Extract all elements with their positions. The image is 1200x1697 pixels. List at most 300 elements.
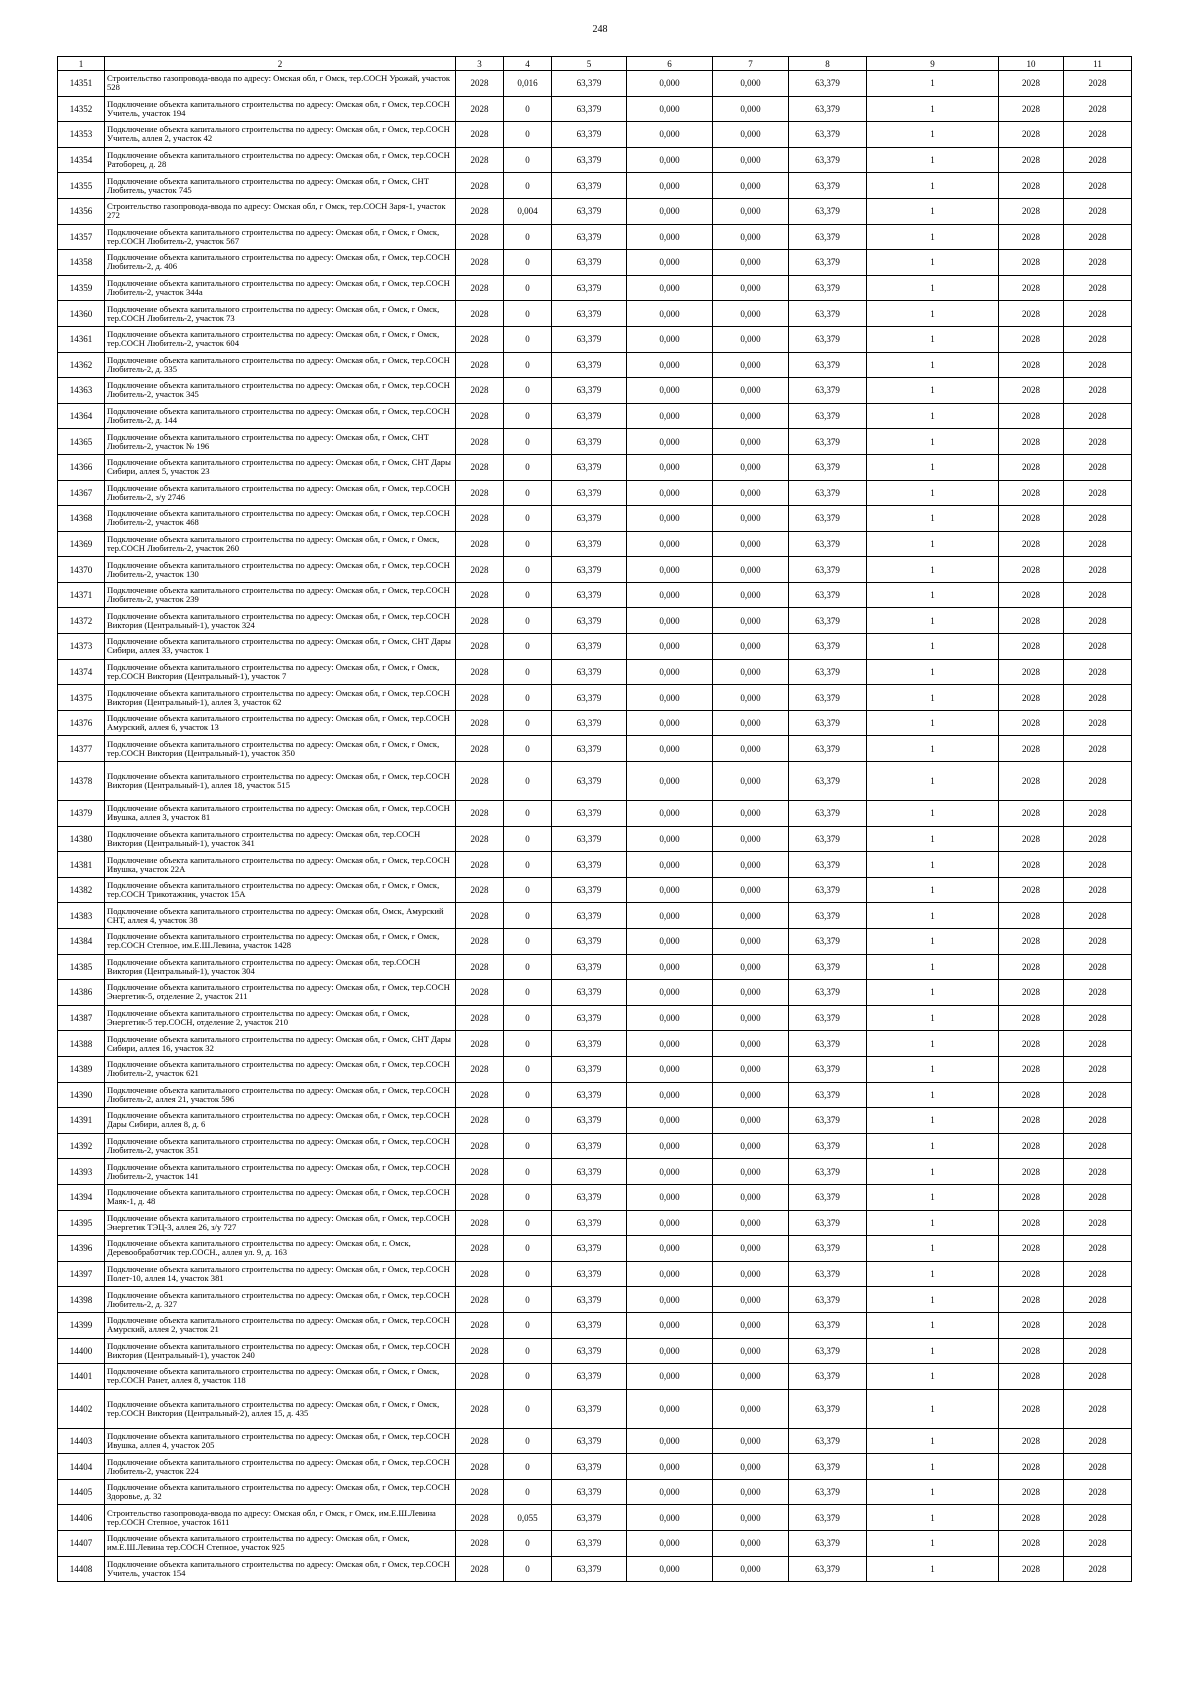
col-7-value: 0,000 (713, 710, 789, 736)
col-4-value: 0 (504, 1287, 552, 1313)
table-row (58, 1210, 1132, 1236)
col-6-value: 0,000 (627, 352, 713, 378)
row-number: 14354 (58, 147, 105, 173)
col-7-value: 0,000 (713, 1108, 789, 1134)
col-9-value: 1 (867, 250, 999, 276)
col-3-value: 2028 (456, 275, 504, 301)
col-9-value: 1 (867, 634, 999, 660)
column-header-9: 9 (867, 57, 999, 71)
col-4-value: 0 (504, 1531, 552, 1557)
col-6-value: 0,000 (627, 326, 713, 352)
table-row (58, 852, 1132, 878)
col-7-value: 0,000 (713, 1505, 789, 1531)
col-5-value: 63,379 (552, 378, 627, 404)
col-5-value: 63,379 (552, 685, 627, 711)
col-4-value: 0 (504, 582, 552, 608)
col-10-value: 2028 (999, 801, 1064, 827)
description: Подключение объекта капитального строительства по адресу: Омская обл, г Омск, тер.СОСН Ивушка, аллея 3, участок 81 (105, 801, 456, 827)
col-11-value: 2028 (1064, 852, 1132, 878)
col-11-value: 2028 (1064, 1556, 1132, 1582)
col-9-value: 1 (867, 122, 999, 148)
col-11-value: 2028 (1064, 1005, 1132, 1031)
col-8-value: 63,379 (789, 762, 867, 801)
col-11-value: 2028 (1064, 1287, 1132, 1313)
row-number: 14359 (58, 275, 105, 301)
row-number: 14360 (58, 301, 105, 327)
col-6-value: 0,000 (627, 378, 713, 404)
col-9-value: 1 (867, 557, 999, 583)
col-11-value: 2028 (1064, 480, 1132, 506)
row-number: 14374 (58, 659, 105, 685)
col-11-value: 2028 (1064, 736, 1132, 762)
col-5-value: 63,379 (552, 659, 627, 685)
col-11-value: 2028 (1064, 1312, 1132, 1338)
col-10-value: 2028 (999, 685, 1064, 711)
table-row (58, 122, 1132, 148)
col-7-value: 0,000 (713, 954, 789, 980)
col-8-value: 63,379 (789, 1338, 867, 1364)
col-7-value: 0,000 (713, 903, 789, 929)
col-10-value: 2028 (999, 506, 1064, 532)
description: Подключение объекта капитального строительства по адресу: Омская обл, г Омск, тер.СОСН Любитель-2, участок 345 (105, 378, 456, 404)
row-number: 14388 (58, 1031, 105, 1057)
col-5-value: 63,379 (552, 557, 627, 583)
col-9-value: 1 (867, 454, 999, 480)
col-9-value: 1 (867, 224, 999, 250)
col-11-value: 2028 (1064, 762, 1132, 801)
table-row (58, 454, 1132, 480)
col-6-value: 0,000 (627, 710, 713, 736)
col-11-value: 2028 (1064, 1159, 1132, 1185)
row-number: 14380 (58, 826, 105, 852)
description: Подключение объекта капитального строительства по адресу: Омская обл, г Омск, СНТ Любитель-2, участок № 196 (105, 429, 456, 455)
col-7-value: 0,000 (713, 147, 789, 173)
col-5-value: 63,379 (552, 929, 627, 955)
col-11-value: 2028 (1064, 1261, 1132, 1287)
table-row (58, 634, 1132, 660)
col-4-value: 0 (504, 301, 552, 327)
col-7-value: 0,000 (713, 1531, 789, 1557)
description: Подключение объекта капитального строительства по адресу: Омская обл, г Омск, СНТ Дары Сибири, аллея 5, участок 23 (105, 454, 456, 480)
col-7-value: 0,000 (713, 685, 789, 711)
col-3-value: 2028 (456, 1005, 504, 1031)
description: Подключение объекта капитального строительства по адресу: Омская обл, г Омск, тер.СОСН Любитель-2, участок 344а (105, 275, 456, 301)
col-6-value: 0,000 (627, 429, 713, 455)
col-9-value: 1 (867, 1108, 999, 1134)
col-4-value: 0 (504, 685, 552, 711)
col-10-value: 2028 (999, 531, 1064, 557)
col-7-value: 0,000 (713, 736, 789, 762)
col-5-value: 63,379 (552, 1479, 627, 1505)
col-5-value: 63,379 (552, 122, 627, 148)
col-11-value: 2028 (1064, 903, 1132, 929)
col-9-value: 1 (867, 429, 999, 455)
col-11-value: 2028 (1064, 980, 1132, 1006)
col-11-value: 2028 (1064, 531, 1132, 557)
row-number: 14390 (58, 1082, 105, 1108)
col-9-value: 1 (867, 1159, 999, 1185)
col-3-value: 2028 (456, 531, 504, 557)
col-10-value: 2028 (999, 454, 1064, 480)
col-5-value: 63,379 (552, 454, 627, 480)
col-10-value: 2028 (999, 1031, 1064, 1057)
col-5-value: 63,379 (552, 1236, 627, 1262)
col-3-value: 2028 (456, 852, 504, 878)
row-number: 14376 (58, 710, 105, 736)
row-number: 14362 (58, 352, 105, 378)
col-4-value: 0 (504, 122, 552, 148)
col-11-value: 2028 (1064, 634, 1132, 660)
col-11-value: 2028 (1064, 173, 1132, 199)
description: Подключение объекта капитального строительства по адресу: Омская обл, г Омск, тер.СОСН Виктория (Центральный-1), участок 240 (105, 1338, 456, 1364)
col-3-value: 2028 (456, 1056, 504, 1082)
col-11-value: 2028 (1064, 608, 1132, 634)
table-row (58, 147, 1132, 173)
row-number: 14394 (58, 1184, 105, 1210)
table-row (58, 903, 1132, 929)
col-4-value: 0,016 (504, 71, 552, 97)
col-3-value: 2028 (456, 826, 504, 852)
col-10-value: 2028 (999, 1133, 1064, 1159)
col-10-value: 2028 (999, 877, 1064, 903)
description: Подключение объекта капитального строительства по адресу: Омская обл, г Омск, тер.СОСН Любитель-2, д. 144 (105, 403, 456, 429)
col-4-value: 0 (504, 762, 552, 801)
description: Подключение объекта капитального строительства по адресу: Омская обл, г Омск, г Омск, тер.СОСН Виктория (Центральный-1), участок 7 (105, 659, 456, 685)
col-4-value: 0,055 (504, 1505, 552, 1531)
col-8-value: 63,379 (789, 173, 867, 199)
col-3-value: 2028 (456, 1210, 504, 1236)
col-3-value: 2028 (456, 1428, 504, 1454)
col-11-value: 2028 (1064, 1454, 1132, 1480)
row-number: 14351 (58, 71, 105, 97)
col-3-value: 2028 (456, 147, 504, 173)
col-4-value: 0 (504, 96, 552, 122)
col-8-value: 63,379 (789, 1556, 867, 1582)
col-7-value: 0,000 (713, 224, 789, 250)
col-11-value: 2028 (1064, 954, 1132, 980)
col-10-value: 2028 (999, 71, 1064, 97)
col-6-value: 0,000 (627, 1159, 713, 1185)
col-10-value: 2028 (999, 852, 1064, 878)
col-9-value: 1 (867, 954, 999, 980)
col-7-value: 0,000 (713, 877, 789, 903)
col-10-value: 2028 (999, 1556, 1064, 1582)
col-3-value: 2028 (456, 1082, 504, 1108)
col-3-value: 2028 (456, 1236, 504, 1262)
col-9-value: 1 (867, 685, 999, 711)
description: Подключение объекта капитального строительства по адресу: Омская обл, тер.СОСН Виктория (Центральный-1), участок 341 (105, 826, 456, 852)
row-number: 14377 (58, 736, 105, 762)
description: Подключение объекта капитального строительства по адресу: Омская обл, г Омск, тер.СОСН Любитель-2, участок 621 (105, 1056, 456, 1082)
col-3-value: 2028 (456, 122, 504, 148)
table-row (58, 826, 1132, 852)
col-6-value: 0,000 (627, 1133, 713, 1159)
description: Подключение объекта капитального строительства по адресу: Омская обл, г Омск, г Омск, тер.СОСН Трикотажник, участок 15А (105, 877, 456, 903)
row-number: 14382 (58, 877, 105, 903)
col-7-value: 0,000 (713, 1338, 789, 1364)
col-11-value: 2028 (1064, 147, 1132, 173)
col-10-value: 2028 (999, 1531, 1064, 1557)
col-8-value: 63,379 (789, 877, 867, 903)
table-row (58, 1082, 1132, 1108)
table-row (58, 1005, 1132, 1031)
row-number: 14397 (58, 1261, 105, 1287)
col-10-value: 2028 (999, 762, 1064, 801)
col-7-value: 0,000 (713, 122, 789, 148)
col-5-value: 63,379 (552, 403, 627, 429)
table-row (58, 352, 1132, 378)
col-10-value: 2028 (999, 250, 1064, 276)
description: Подключение объекта капитального строительства по адресу: Омская обл, г Омск, тер.СОСН Амурский, аллея 2, участок 21 (105, 1312, 456, 1338)
table-row (58, 1556, 1132, 1582)
col-3-value: 2028 (456, 1108, 504, 1134)
col-11-value: 2028 (1064, 1082, 1132, 1108)
col-10-value: 2028 (999, 1082, 1064, 1108)
col-9-value: 1 (867, 1312, 999, 1338)
col-8-value: 63,379 (789, 736, 867, 762)
col-8-value: 63,379 (789, 403, 867, 429)
col-9-value: 1 (867, 1261, 999, 1287)
col-8-value: 63,379 (789, 378, 867, 404)
col-6-value: 0,000 (627, 1005, 713, 1031)
col-6-value: 0,000 (627, 173, 713, 199)
col-6-value: 0,000 (627, 1389, 713, 1428)
row-number: 14392 (58, 1133, 105, 1159)
col-4-value: 0 (504, 736, 552, 762)
col-5-value: 63,379 (552, 954, 627, 980)
column-header-4: 4 (504, 57, 552, 71)
description: Подключение объекта капитального строительства по адресу: Омская обл, г Омск, тер.СОСН Маяк-1, д. 48 (105, 1184, 456, 1210)
col-9-value: 1 (867, 1210, 999, 1236)
header-row (58, 57, 1132, 71)
col-5-value: 63,379 (552, 1454, 627, 1480)
table-row (58, 1312, 1132, 1338)
row-number: 14385 (58, 954, 105, 980)
col-3-value: 2028 (456, 634, 504, 660)
col-10-value: 2028 (999, 147, 1064, 173)
col-10-value: 2028 (999, 352, 1064, 378)
description: Подключение объекта капитального строительства по адресу: Омская обл, г Омск, г Омск, тер.СОСН Любитель-2, участок 260 (105, 531, 456, 557)
col-7-value: 0,000 (713, 1389, 789, 1428)
col-5-value: 63,379 (552, 1133, 627, 1159)
col-8-value: 63,379 (789, 352, 867, 378)
col-10-value: 2028 (999, 224, 1064, 250)
col-5-value: 63,379 (552, 1261, 627, 1287)
col-8-value: 63,379 (789, 685, 867, 711)
col-9-value: 1 (867, 352, 999, 378)
col-9-value: 1 (867, 1454, 999, 1480)
col-10-value: 2028 (999, 301, 1064, 327)
col-11-value: 2028 (1064, 71, 1132, 97)
col-10-value: 2028 (999, 1287, 1064, 1313)
col-6-value: 0,000 (627, 454, 713, 480)
col-3-value: 2028 (456, 480, 504, 506)
col-4-value: 0 (504, 429, 552, 455)
col-5-value: 63,379 (552, 1287, 627, 1313)
col-3-value: 2028 (456, 929, 504, 955)
col-5-value: 63,379 (552, 801, 627, 827)
col-5-value: 63,379 (552, 301, 627, 327)
col-6-value: 0,000 (627, 224, 713, 250)
col-11-value: 2028 (1064, 1364, 1132, 1390)
col-10-value: 2028 (999, 1312, 1064, 1338)
col-3-value: 2028 (456, 1133, 504, 1159)
col-8-value: 63,379 (789, 929, 867, 955)
col-6-value: 0,000 (627, 1531, 713, 1557)
col-3-value: 2028 (456, 710, 504, 736)
description: Подключение объекта капитального строительства по адресу: Омская обл, г Омск, тер.СОСН Дары Сибири, аллея 8, д. 6 (105, 1108, 456, 1134)
col-8-value: 63,379 (789, 1082, 867, 1108)
description: Строительство газопровода-ввода по адресу: Омская обл, г Омск, тер.СОСН Заря-1, участок 272 (105, 198, 456, 224)
col-5-value: 63,379 (552, 1184, 627, 1210)
col-3-value: 2028 (456, 877, 504, 903)
col-9-value: 1 (867, 1389, 999, 1428)
table-row (58, 173, 1132, 199)
col-3-value: 2028 (456, 1184, 504, 1210)
row-number: 14373 (58, 634, 105, 660)
col-9-value: 1 (867, 403, 999, 429)
col-6-value: 0,000 (627, 1338, 713, 1364)
col-4-value: 0 (504, 954, 552, 980)
col-3-value: 2028 (456, 980, 504, 1006)
col-5-value: 63,379 (552, 762, 627, 801)
col-4-value: 0 (504, 531, 552, 557)
description: Подключение объекта капитального строительства по адресу: Омская обл, г Омск, тер.СОСН Виктория (Центральный-1), аллея 3, участок 62 (105, 685, 456, 711)
col-3-value: 2028 (456, 1389, 504, 1428)
description: Строительство газопровода-ввода по адресу: Омская обл, г Омск, г Омск, им.Е.Ш.Левина тер.СОСН Степное, участок 1611 (105, 1505, 456, 1531)
col-11-value: 2028 (1064, 1236, 1132, 1262)
description: Подключение объекта капитального строительства по адресу: Омская обл, г Омск, тер.СОСН Любитель-2, участок 224 (105, 1454, 456, 1480)
col-8-value: 63,379 (789, 96, 867, 122)
col-10-value: 2028 (999, 378, 1064, 404)
description: Подключение объекта капитального строительства по адресу: Омская обл, г Омск, тер.СОСН Учитель, участок 194 (105, 96, 456, 122)
col-5-value: 63,379 (552, 1031, 627, 1057)
col-11-value: 2028 (1064, 659, 1132, 685)
col-8-value: 63,379 (789, 147, 867, 173)
col-9-value: 1 (867, 929, 999, 955)
col-6-value: 0,000 (627, 480, 713, 506)
row-number: 14375 (58, 685, 105, 711)
col-5-value: 63,379 (552, 198, 627, 224)
col-8-value: 63,379 (789, 659, 867, 685)
col-8-value: 63,379 (789, 429, 867, 455)
table-row (58, 980, 1132, 1006)
col-9-value: 1 (867, 1338, 999, 1364)
description: Подключение объекта капитального строительства по адресу: Омская обл, Омск, Амурский СНТ, аллея 4, участок 38 (105, 903, 456, 929)
row-number: 14399 (58, 1312, 105, 1338)
col-9-value: 1 (867, 275, 999, 301)
col-4-value: 0 (504, 1082, 552, 1108)
col-11-value: 2028 (1064, 929, 1132, 955)
col-3-value: 2028 (456, 762, 504, 801)
col-5-value: 63,379 (552, 326, 627, 352)
col-5-value: 63,379 (552, 96, 627, 122)
col-10-value: 2028 (999, 1389, 1064, 1428)
row-number: 14358 (58, 250, 105, 276)
description: Подключение объекта капитального строительства по адресу: Омская обл, г Омск, СНТ Любитель, участок 745 (105, 173, 456, 199)
col-6-value: 0,000 (627, 147, 713, 173)
col-8-value: 63,379 (789, 1505, 867, 1531)
col-5-value: 63,379 (552, 531, 627, 557)
description: Подключение объекта капитального строительства по адресу: Омская обл, г Омск, г Омск, тер.СОСН Степное, им.Е.Ш.Левина, участок 1428 (105, 929, 456, 955)
col-6-value: 0,000 (627, 980, 713, 1006)
col-6-value: 0,000 (627, 826, 713, 852)
col-6-value: 0,000 (627, 1031, 713, 1057)
table-row (58, 1531, 1132, 1557)
col-6-value: 0,000 (627, 762, 713, 801)
row-number: 14404 (58, 1454, 105, 1480)
col-3-value: 2028 (456, 198, 504, 224)
col-5-value: 63,379 (552, 1338, 627, 1364)
description: Подключение объекта капитального строительства по адресу: Омская обл, г Омск, тер.СОСН Любитель-2, аллея 21, участок 596 (105, 1082, 456, 1108)
col-6-value: 0,000 (627, 122, 713, 148)
col-9-value: 1 (867, 1287, 999, 1313)
col-8-value: 63,379 (789, 1428, 867, 1454)
description: Подключение объекта капитального строительства по адресу: Омская обл, г. Омск, Деревообработчик тер.СОСН., аллея ул. 9, д. 163 (105, 1236, 456, 1262)
col-5-value: 63,379 (552, 250, 627, 276)
col-8-value: 63,379 (789, 1364, 867, 1390)
col-8-value: 63,379 (789, 122, 867, 148)
col-6-value: 0,000 (627, 1056, 713, 1082)
col-11-value: 2028 (1064, 1031, 1132, 1057)
col-7-value: 0,000 (713, 1236, 789, 1262)
col-4-value: 0 (504, 852, 552, 878)
col-3-value: 2028 (456, 1479, 504, 1505)
col-6-value: 0,000 (627, 1184, 713, 1210)
col-4-value: 0,004 (504, 198, 552, 224)
col-11-value: 2028 (1064, 1428, 1132, 1454)
col-9-value: 1 (867, 198, 999, 224)
col-11-value: 2028 (1064, 801, 1132, 827)
col-4-value: 0 (504, 403, 552, 429)
col-9-value: 1 (867, 1556, 999, 1582)
col-6-value: 0,000 (627, 903, 713, 929)
col-7-value: 0,000 (713, 801, 789, 827)
col-6-value: 0,000 (627, 71, 713, 97)
description: Подключение объекта капитального строительства по адресу: Омская обл, г Омск, тер.СОСН Здоровье, д. 32 (105, 1479, 456, 1505)
col-5-value: 63,379 (552, 1108, 627, 1134)
col-4-value: 0 (504, 506, 552, 532)
col-11-value: 2028 (1064, 1056, 1132, 1082)
row-number: 14403 (58, 1428, 105, 1454)
row-number: 14393 (58, 1159, 105, 1185)
col-9-value: 1 (867, 96, 999, 122)
col-7-value: 0,000 (713, 762, 789, 801)
col-4-value: 0 (504, 250, 552, 276)
col-6-value: 0,000 (627, 531, 713, 557)
col-6-value: 0,000 (627, 582, 713, 608)
col-8-value: 63,379 (789, 531, 867, 557)
col-4-value: 0 (504, 1312, 552, 1338)
col-6-value: 0,000 (627, 801, 713, 827)
col-5-value: 63,379 (552, 1428, 627, 1454)
column-header-1: 1 (58, 57, 105, 71)
col-8-value: 63,379 (789, 710, 867, 736)
table-row (58, 1338, 1132, 1364)
row-number: 14386 (58, 980, 105, 1006)
col-6-value: 0,000 (627, 1454, 713, 1480)
col-11-value: 2028 (1064, 1108, 1132, 1134)
col-11-value: 2028 (1064, 557, 1132, 583)
description: Подключение объекта капитального строительства по адресу: Омская обл, г Омск, тер.СОСН Амурский, аллея 6, участок 13 (105, 710, 456, 736)
table-row (58, 877, 1132, 903)
column-header-5: 5 (552, 57, 627, 71)
col-4-value: 0 (504, 480, 552, 506)
col-6-value: 0,000 (627, 1287, 713, 1313)
col-7-value: 0,000 (713, 1364, 789, 1390)
col-9-value: 1 (867, 582, 999, 608)
col-11-value: 2028 (1064, 1133, 1132, 1159)
